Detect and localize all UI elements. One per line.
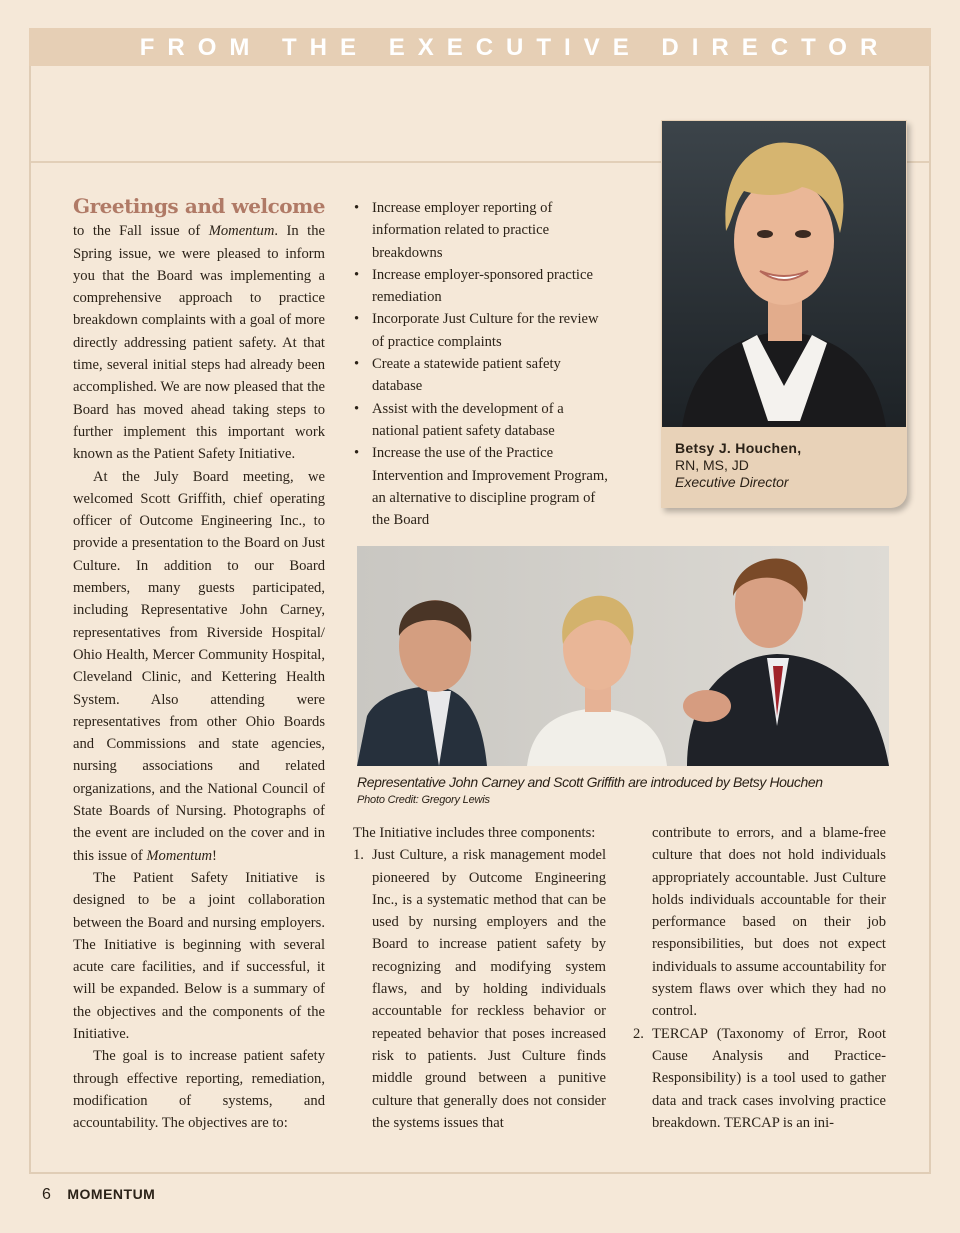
list-item: • Incorporate Just Culture for the review of practice complaints: [354, 311, 599, 350]
section-title: FROM THE EXECUTIVE DIRECTOR: [139, 34, 891, 61]
page-footer: [42, 1186, 155, 1204]
greeting-heading: Greetings and welcome: [73, 194, 325, 218]
portrait-photo: [662, 121, 906, 427]
article-column-1: [73, 195, 325, 1134]
paragraph-4: The goal is to increase patient safety through effective reporting, remediation, modification of systems, and accountability. The objectives are to:: [73, 1048, 325, 1132]
list-item: • Increase employer-sponsored practice remediation: [354, 266, 593, 306]
list-item: • Assist with the development of a national patient safety database: [354, 400, 564, 439]
list-item: 2. TERCAP (Taxonomy of Error, Root Cause Analysis and Practice-Responsibility) is a tool used to gather data and track cases involving practice breakdown. TERCAP is an ini-: [633, 1025, 886, 1131]
section-header: [29, 28, 931, 66]
components-intro: The Initiative includes three components:: [353, 825, 596, 841]
person-title: Executive Director: [675, 474, 789, 490]
list-item: • Create a statewide patient safety database: [354, 356, 561, 395]
paragraph-1: Greetings and welcome to the Fall issue of Momentum. In the Spring issue, we were pleased to inform you that the Board was implementing a comprehensive approach to practice breakdown complaints with a goal of more directly addressing patient safety. At that time, several initial steps had already been accomplished. We are now pleased that the Board has moved ahead taking steps to further implement this important work known as the Patient Safety Initiative.: [73, 194, 325, 463]
page-number: 6: [42, 1186, 51, 1203]
paragraph-2: At the July Board meeting, we welcomed Scott Griffith, chief operating officer of Outcome Engineering Inc., to provide a presentation to the Board on Just Culture. In addition to our Board members, many guests participated, including Representative John Carney, representatives from Riverside Hospital/ Ohio Health, Mercer Community Hospital, Cleveland Clinic, and Kettering Health System. Also attending were representatives from other Ohio Boards and Commissions and state agencies, nursing associations and related organizations, and the National Council of State Boards of Nursing. Photographs of the event are included on the cover and in this issue of Momentum!: [73, 468, 325, 864]
list-item-continued: contribute to errors, and a blame-free culture that does not hold individuals appropriately accountable. Just Culture holds individuals accountable for their performance based on their job responsibilities, but does not expect individuals to assume accountability for system flaws over which they had no control.: [652, 825, 886, 1020]
photo-credit: Photo Credit: Gregory Lewis: [357, 794, 490, 806]
person-credentials: RN, MS, JD: [675, 457, 749, 473]
magazine-name: Momentum: [146, 847, 213, 864]
magazine-name: Momentum: [208, 223, 275, 240]
person-name: Betsy J. Houchen,: [675, 440, 802, 456]
objectives-list: [352, 197, 608, 531]
photo-caption: Representative John Carney and Scott Griffith are introduced by Betsy Houchen: [357, 774, 823, 790]
magazine-title: MOMENTUM: [67, 1186, 156, 1202]
group-photo: [357, 546, 889, 766]
list-item: • Increase employer reporting of information related to practice breakdowns: [354, 200, 553, 261]
portrait-caption: [675, 440, 895, 491]
article-column-3: [353, 822, 606, 1134]
article-column-4: [633, 822, 886, 1134]
list-item: 1. Just Culture, a risk management model pioneered by Outcome Engineering Inc., is a systematic method that can be used by nursing employers and the Board to increase patient safety by recognizing and modifying system flaws, and by holding individuals accountable for reckless behavior or repeated behavior that poses increased risk to patients. Just Culture finds middle ground between a punitive culture that generally does not consider the systems issues that: [353, 847, 606, 1131]
list-item: • Increase the use of the Practice Intervention and Improvement Program, an alternative to discipline program of the Board: [354, 445, 608, 529]
paragraph-3: The Patient Safety Initiative is designed to be a joint collaboration between the Board and nursing employers. The Initiative is beginning with several acute care facilities, and if successful, it will be expanded. Below is a summary of the objectives and the components of the Initiative.: [73, 869, 325, 1042]
